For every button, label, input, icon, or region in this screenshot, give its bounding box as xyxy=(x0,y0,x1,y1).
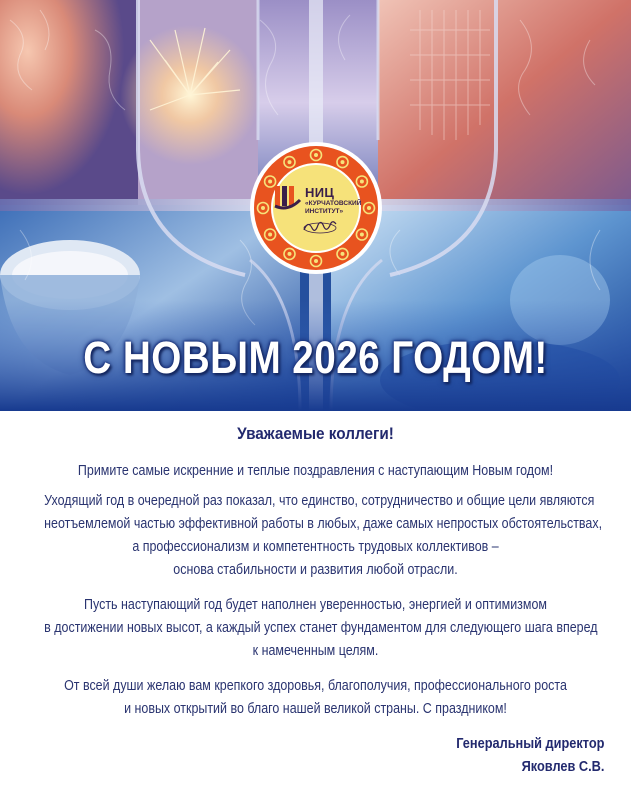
kurchatov-signature-icon xyxy=(302,220,338,234)
paragraph-line: Пусть наступающий год будет наполнен уверенностью, энергией и оптимизмом xyxy=(84,597,547,613)
paragraph-line: к намеченным целям. xyxy=(252,643,379,659)
signature-position: Генеральный директор xyxy=(455,736,604,752)
paragraph-line: Уходящий год в очередной раз показал, что единство, сотрудничество и общие цели являются xyxy=(44,493,595,509)
paragraph-line: а профессионализм и компетентность трудовых коллективов – xyxy=(132,539,499,555)
signature-name: Яковлев С.В. xyxy=(521,759,604,775)
paragraph-4 xyxy=(44,675,587,721)
paragraph-line: Примите самые искренние и теплые поздравления с наступающим Новым годом! xyxy=(77,463,554,479)
logo-abbreviation: НИЦ xyxy=(305,185,335,200)
paragraph-1 xyxy=(44,460,587,483)
signature-block xyxy=(456,733,604,779)
paragraph-3 xyxy=(44,594,598,663)
kurchatov-logo xyxy=(248,140,384,276)
logo-center xyxy=(274,174,362,244)
paragraph-line: и новых открытий во благо нашей великой страны. С праздником! xyxy=(124,701,507,717)
greeting-heading: Уважаемые коллеги! xyxy=(237,424,394,443)
paragraph-line: От всей души желаю вам крепкого здоровья, благополучия, профессионального роста xyxy=(64,678,567,694)
logo-institute-name: «КУРЧАТОВСКИЙ ИНСТИТУТ» xyxy=(305,200,362,215)
paragraph-line: основа стабильности и развития любой отрасли. xyxy=(173,562,458,578)
paragraph-line: в достижении новых высот, а каждый успех станет фундаментом для следующего шага вперед xyxy=(44,620,598,636)
paragraph-2 xyxy=(44,490,603,582)
banner-title: С НОВЫМ 2026 ГОДОМ! xyxy=(83,332,548,383)
paragraph-line: неотъемлемой частью эффективной работы в любых, даже самых непростых обстоятельствах, xyxy=(44,516,603,532)
kurchatov-mark-icon xyxy=(274,184,304,210)
